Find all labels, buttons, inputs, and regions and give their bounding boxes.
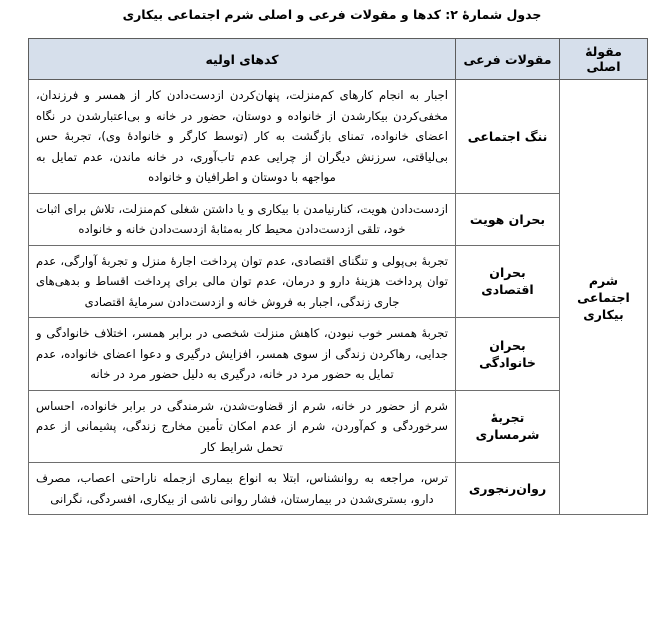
column-header-initial-codes: کدهای اولیه (29, 39, 456, 80)
table-header (29, 39, 648, 80)
codes-and-categories-table (28, 38, 648, 515)
sub-category-cell: بحران خانوادگی (456, 318, 560, 391)
initial-codes-cell: اجبار به انجام کارهای کم‌منزلت، پنهان‌کردن ازدست‌دادن کار از همسر و فرزندان، مخفی‌کردن بیکارشدن از خانواده و دوستان، حضور در خانه و بی‌اعتبارشدن در نگاه اعضای خانواده، تمنای بازگشت به کار (توسط کارگر و خانوادهٔ وی)، تجربهٔ حس بی‌لیاقتی، سرزنش دیگران از چرایی عدم تاب‌آوری، در خانه ماندن، عدم تمایل به مواجهه با دوستان و اطرافیان و خانواده (29, 80, 456, 194)
sub-category-cell: بحران هویت (456, 193, 560, 245)
table-container (29, 38, 648, 515)
initial-codes-cell: تجربهٔ همسر خوب نبودن، کاهش منزلت شخصی در برابر همسر، اختلاف خانوادگی و جدایی، رهاکردن زندگی از سوی همسر، افزایش درگیری و دعوا اعضای خانواده، عدم تمایل به حضور مرد در خانه، درگیری به دلیل حضور مرد در خانه (29, 318, 456, 391)
table-caption: جدول شمارهٔ ۲: کدها و مقولات فرعی و اصلی شرم اجتماعی بیکاری (122, 7, 542, 22)
column-header-main-category: مقولهٔ اصلی (560, 39, 648, 80)
initial-codes-cell: تجربهٔ بی‌پولی و تنگنای اقتصادی، عدم توان پرداخت اجارهٔ منزل و تجربهٔ آوارگی، عدم توان پرداخت هزینهٔ دارو و درمان، عدم توان مالی برای پرداخت اقساط و بدهی‌های جاری زندگی، اجبار به فروش خانه و ازدست‌دادن سرمایهٔ اقتصادی (29, 245, 456, 318)
table-row (29, 193, 648, 245)
sub-category-cell: بحران اقتصادی (456, 245, 560, 318)
sub-category-cell: روان‌رنجوری (456, 463, 560, 515)
table-row (29, 318, 648, 391)
table-row (29, 463, 648, 515)
column-header-sub-categories: مقولات فرعی (456, 39, 560, 80)
sub-category-cell: ننگ اجتماعی (456, 80, 560, 194)
table-row (29, 245, 648, 318)
table-body (29, 80, 648, 515)
table-row (29, 390, 648, 463)
sub-category-cell: تجربهٔ شرمساری (456, 390, 560, 463)
initial-codes-cell: شرم از حضور در خانه، شرم از قضاوت‌شدن، شرمندگی در برابر خانواده، احساس سرخوردگی و کم‌آوردن، شرم از عدم امکان تأمین مخارج زندگی، پشیمانی از عدم تحمل شرایط کار (29, 390, 456, 463)
table-row (29, 80, 648, 194)
main-category-cell: شرم اجتماعی بیکاری (560, 80, 648, 515)
initial-codes-cell: ازدست‌دادن هویت، کنارنیامدن با بیکاری و یا داشتن شغلی کم‌منزلت، تلاش برای اثبات خود، تلقی ازدست‌دادن محیط کار به‌مثابهٔ ازدست‌دادن خانه و خانواده (29, 193, 456, 245)
table-header-row (29, 39, 648, 80)
initial-codes-cell: ترس، مراجعه به روانشناس، ابتلا به انواع بیماری ازجمله ناراحتی اعصاب، مصرف دارو، بستری‌شدن در بیمارستان، فشار روانی ناشی از بیکاری، افسردگی، نگرانی (29, 463, 456, 515)
